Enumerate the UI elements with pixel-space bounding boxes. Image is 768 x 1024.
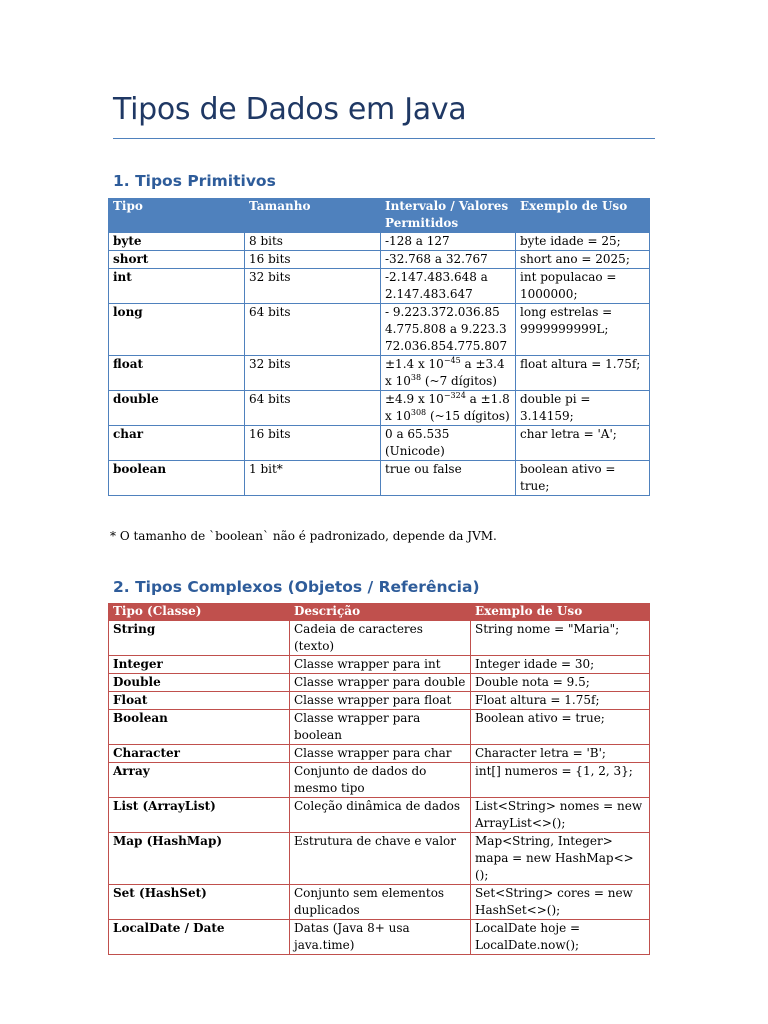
- size-cell: 8 bits: [245, 233, 381, 251]
- range-cell: [381, 356, 516, 391]
- class-cell: LocalDate / Date: [109, 920, 290, 955]
- column-header-tipo: Tipo: [109, 198, 245, 233]
- primitive-types-table: [108, 198, 650, 496]
- description-cell: Conjunto sem elementos duplicados: [290, 885, 471, 920]
- range-cell: 0 a 65.535 (Unicode): [381, 426, 516, 461]
- document-title: Tipos de Dados em Java: [113, 92, 467, 127]
- range-cell: [381, 391, 516, 426]
- complex-types-table: [108, 603, 650, 955]
- table-row: [109, 674, 650, 692]
- exponent: 308: [410, 408, 427, 417]
- example-cell: byte idade = 25;: [516, 233, 650, 251]
- table-row: [109, 745, 650, 763]
- table-row: [109, 251, 650, 269]
- column-header-tamanho: Tamanho: [245, 198, 381, 233]
- table-row: [109, 356, 650, 391]
- description-cell: Cadeia de caracteres (texto): [290, 621, 471, 656]
- range-text: a ±1.8 x 10: [385, 392, 510, 423]
- table-row: [109, 426, 650, 461]
- exponent: −324: [443, 391, 466, 400]
- range-cell: -32.768 a 32.767: [381, 251, 516, 269]
- range-cell: - 9.223.372.036.854.775.808 a 9.223.372.036.854.775.807: [381, 304, 516, 356]
- example-cell: float altura = 1.75f;: [516, 356, 650, 391]
- example-cell: Double nota = 9.5;: [471, 674, 650, 692]
- class-cell: Map (HashMap): [109, 833, 290, 885]
- example-cell: Character letra = 'B';: [471, 745, 650, 763]
- column-header-exemplo: Exemplo de Uso: [516, 198, 650, 233]
- range-text: ±4.9 x 10: [385, 392, 444, 406]
- class-cell: Boolean: [109, 710, 290, 745]
- column-header-exemplo: Exemplo de Uso: [471, 603, 650, 621]
- size-cell: 1 bit*: [245, 461, 381, 496]
- example-cell: Set<String> cores = new HashSet<>();: [471, 885, 650, 920]
- type-cell: boolean: [109, 461, 245, 496]
- range-text: (~7 dígitos): [421, 374, 497, 388]
- exponent: 38: [410, 373, 422, 382]
- type-cell: double: [109, 391, 245, 426]
- example-cell: long estrelas = 9999999999L;: [516, 304, 650, 356]
- size-cell: 64 bits: [245, 304, 381, 356]
- range-text: ±1.4 x 10: [385, 357, 444, 371]
- table-row: [109, 656, 650, 674]
- table-row: [109, 304, 650, 356]
- description-cell: Classe wrapper para boolean: [290, 710, 471, 745]
- type-cell: byte: [109, 233, 245, 251]
- exponent: −45: [443, 356, 461, 365]
- description-cell: Datas (Java 8+ usa java.time): [290, 920, 471, 955]
- table-row: [109, 461, 650, 496]
- section-2-heading: 2. Tipos Complexos (Objetos / Referência): [113, 578, 480, 596]
- type-cell: int: [109, 269, 245, 304]
- range-cell: true ou false: [381, 461, 516, 496]
- class-cell: Character: [109, 745, 290, 763]
- description-cell: Classe wrapper para double: [290, 674, 471, 692]
- section-1-heading: 1. Tipos Primitivos: [113, 172, 276, 190]
- table-header-row: [109, 603, 650, 621]
- example-cell: short ano = 2025;: [516, 251, 650, 269]
- column-header-tipo-classe: Tipo (Classe): [109, 603, 290, 621]
- description-cell: Classe wrapper para int: [290, 656, 471, 674]
- column-header-intervalo: Intervalo / Valores Permitidos: [381, 198, 516, 233]
- class-cell: Set (HashSet): [109, 885, 290, 920]
- example-cell: double pi = 3.14159;: [516, 391, 650, 426]
- example-cell: int[] numeros = {1, 2, 3};: [471, 763, 650, 798]
- example-cell: String nome = "Maria";: [471, 621, 650, 656]
- type-cell: short: [109, 251, 245, 269]
- table-row: [109, 763, 650, 798]
- table-row: [109, 233, 650, 251]
- table-header-row: [109, 198, 650, 233]
- type-cell: long: [109, 304, 245, 356]
- range-cell: -128 a 127: [381, 233, 516, 251]
- table-row: [109, 885, 650, 920]
- example-cell: Map<String, Integer> mapa = new HashMap<>();: [471, 833, 650, 885]
- description-cell: Conjunto de dados do mesmo tipo: [290, 763, 471, 798]
- title-underline: [113, 138, 655, 139]
- description-cell: Estrutura de chave e valor: [290, 833, 471, 885]
- type-cell: char: [109, 426, 245, 461]
- example-cell: Integer idade = 30;: [471, 656, 650, 674]
- class-cell: Array: [109, 763, 290, 798]
- example-cell: char letra = 'A';: [516, 426, 650, 461]
- class-cell: String: [109, 621, 290, 656]
- example-cell: boolean ativo = true;: [516, 461, 650, 496]
- table-row: [109, 710, 650, 745]
- size-cell: 64 bits: [245, 391, 381, 426]
- footnote: * O tamanho de `boolean` não é padronizado, depende da JVM.: [110, 529, 497, 543]
- table-row: [109, 269, 650, 304]
- size-cell: 16 bits: [245, 426, 381, 461]
- column-header-descricao: Descrição: [290, 603, 471, 621]
- description-cell: Classe wrapper para float: [290, 692, 471, 710]
- table-row: [109, 920, 650, 955]
- class-cell: Double: [109, 674, 290, 692]
- table-row: [109, 391, 650, 426]
- table-row: [109, 833, 650, 885]
- description-cell: Coleção dinâmica de dados: [290, 798, 471, 833]
- type-cell: float: [109, 356, 245, 391]
- class-cell: Integer: [109, 656, 290, 674]
- size-cell: 32 bits: [245, 356, 381, 391]
- description-cell: Classe wrapper para char: [290, 745, 471, 763]
- example-cell: int populacao = 1000000;: [516, 269, 650, 304]
- example-cell: List<String> nomes = new ArrayList<>();: [471, 798, 650, 833]
- range-cell: -2.147.483.648 a 2.147.483.647: [381, 269, 516, 304]
- example-cell: Float altura = 1.75f;: [471, 692, 650, 710]
- table-row: [109, 621, 650, 656]
- class-cell: List (ArrayList): [109, 798, 290, 833]
- class-cell: Float: [109, 692, 290, 710]
- table-row: [109, 692, 650, 710]
- table-row: [109, 798, 650, 833]
- range-text: (~15 dígitos): [426, 409, 510, 423]
- size-cell: 16 bits: [245, 251, 381, 269]
- example-cell: Boolean ativo = true;: [471, 710, 650, 745]
- range-text: a ±3.4 x 10: [385, 357, 505, 388]
- size-cell: 32 bits: [245, 269, 381, 304]
- example-cell: LocalDate hoje = LocalDate.now();: [471, 920, 650, 955]
